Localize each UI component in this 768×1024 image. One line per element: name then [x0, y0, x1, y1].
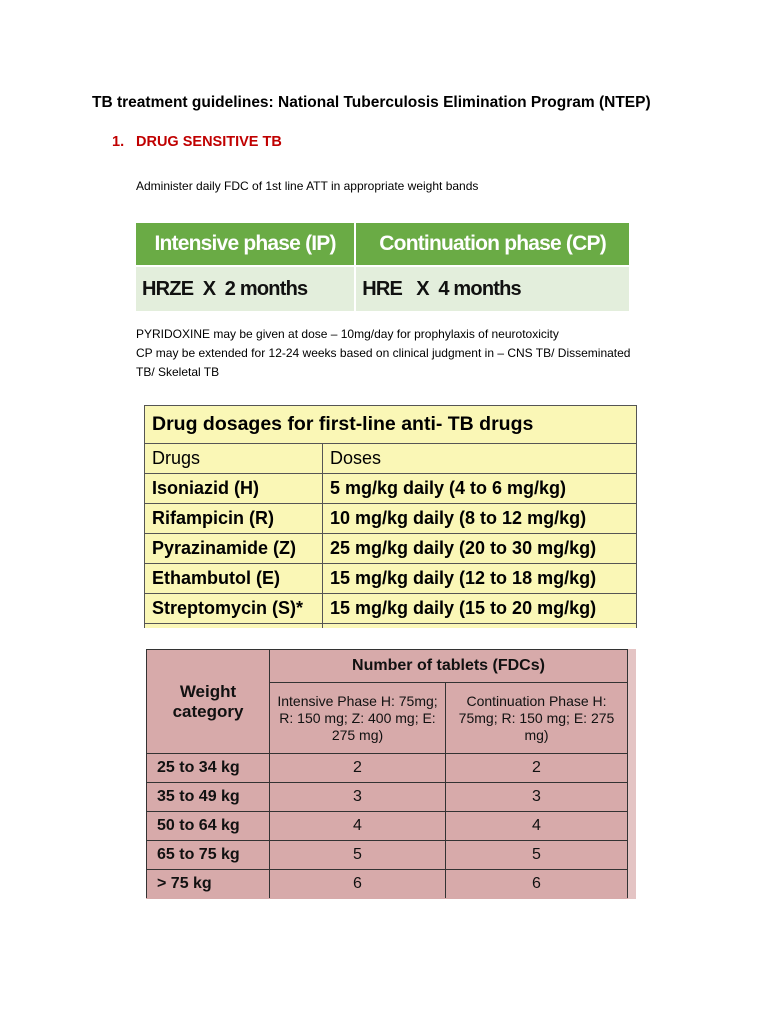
continuation-phase-header: Continuation phase (CP): [355, 223, 629, 266]
table-row: [145, 564, 637, 594]
intensive-tablets: 6: [270, 870, 446, 899]
weight-band: 35 to 49 kg: [147, 783, 270, 812]
phase-header-row: [136, 223, 629, 266]
weight-band: 25 to 34 kg: [147, 754, 270, 783]
cp-extension-note: CP may be extended for 12-24 weeks based on clinical judgment in – CNS TB/ Disseminated TB/ Skeletal TB: [136, 346, 631, 379]
continuation-tablets: 6: [446, 870, 628, 899]
dosage-table-image: [144, 405, 637, 628]
table-row: [147, 870, 628, 899]
table-row: [145, 474, 637, 504]
intensive-tablets: 5: [270, 841, 446, 870]
table-row: [145, 534, 637, 564]
weight-band: 50 to 64 kg: [147, 812, 270, 841]
table-row: [145, 504, 637, 534]
phase-table: [136, 223, 629, 311]
drug-dose: 10 mg/kg daily (8 to 12 mg/kg): [323, 504, 637, 534]
weight-category-header: Weight category: [147, 650, 270, 754]
drugs-header: Drugs: [145, 444, 323, 474]
doses-header: Doses: [323, 444, 637, 474]
drug-name: Streptomycin (S)*: [145, 594, 323, 624]
continuation-phase-regimen: HRE X 4 months: [355, 266, 629, 311]
fdc-table-image: [146, 649, 636, 899]
dosage-table: [144, 405, 637, 628]
section-heading: [112, 134, 282, 150]
phase-row: [136, 266, 629, 311]
drug-name: Isoniazid (H): [145, 474, 323, 504]
weight-band: > 75 kg: [147, 870, 270, 899]
intensive-phase-dose-header: Intensive Phase H: 75mg; R: 150 mg; Z: 400 mg; E: 275 mg): [270, 683, 446, 754]
continuation-tablets: 3: [446, 783, 628, 812]
pyridoxine-note: PYRIDOXINE may be given at dose – 10mg/day for prophylaxis of neurotoxicity: [136, 327, 559, 341]
section-title: DRUG SENSITIVE TB: [136, 134, 282, 150]
intro-text: Administer daily FDC of 1st line ATT in appropriate weight bands: [136, 179, 479, 193]
continuation-tablets: 5: [446, 841, 628, 870]
table-row: [147, 841, 628, 870]
tablets-header: Number of tablets (FDCs): [270, 650, 628, 683]
continuation-tablets: 4: [446, 812, 628, 841]
fdc-table: [146, 649, 628, 898]
intensive-phase-header: Intensive phase (IP): [136, 223, 355, 266]
table-row: [147, 783, 628, 812]
drug-dose: 15 mg/kg daily (15 to 20 mg/kg): [323, 594, 637, 624]
section-number: 1.: [112, 134, 125, 150]
dosage-table-title: Drug dosages for first-line anti- TB drugs: [145, 406, 637, 444]
drug-dose: 15 mg/kg daily (12 to 18 mg/kg): [323, 564, 637, 594]
cropped-row: [145, 624, 637, 629]
continuation-phase-dose-header: Continuation Phase H: 75mg; R: 150 mg; E: 275 mg): [446, 683, 628, 754]
document-title: TB treatment guidelines: National Tuberculosis Elimination Program (NTEP): [92, 94, 651, 111]
intensive-tablets: 4: [270, 812, 446, 841]
table-row: [147, 812, 628, 841]
drug-name: Ethambutol (E): [145, 564, 323, 594]
table-row: [145, 594, 637, 624]
continuation-tablets: 2: [446, 754, 628, 783]
intensive-phase-regimen: HRZE X 2 months: [136, 266, 355, 311]
drug-dose: 25 mg/kg daily (20 to 30 mg/kg): [323, 534, 637, 564]
intensive-tablets: 3: [270, 783, 446, 812]
image-edge: [628, 649, 636, 899]
drug-name: Rifampicin (R): [145, 504, 323, 534]
table-row: [147, 754, 628, 783]
drug-dose: 5 mg/kg daily (4 to 6 mg/kg): [323, 474, 637, 504]
weight-band: 65 to 75 kg: [147, 841, 270, 870]
intensive-tablets: 2: [270, 754, 446, 783]
drug-name: Pyrazinamide (Z): [145, 534, 323, 564]
